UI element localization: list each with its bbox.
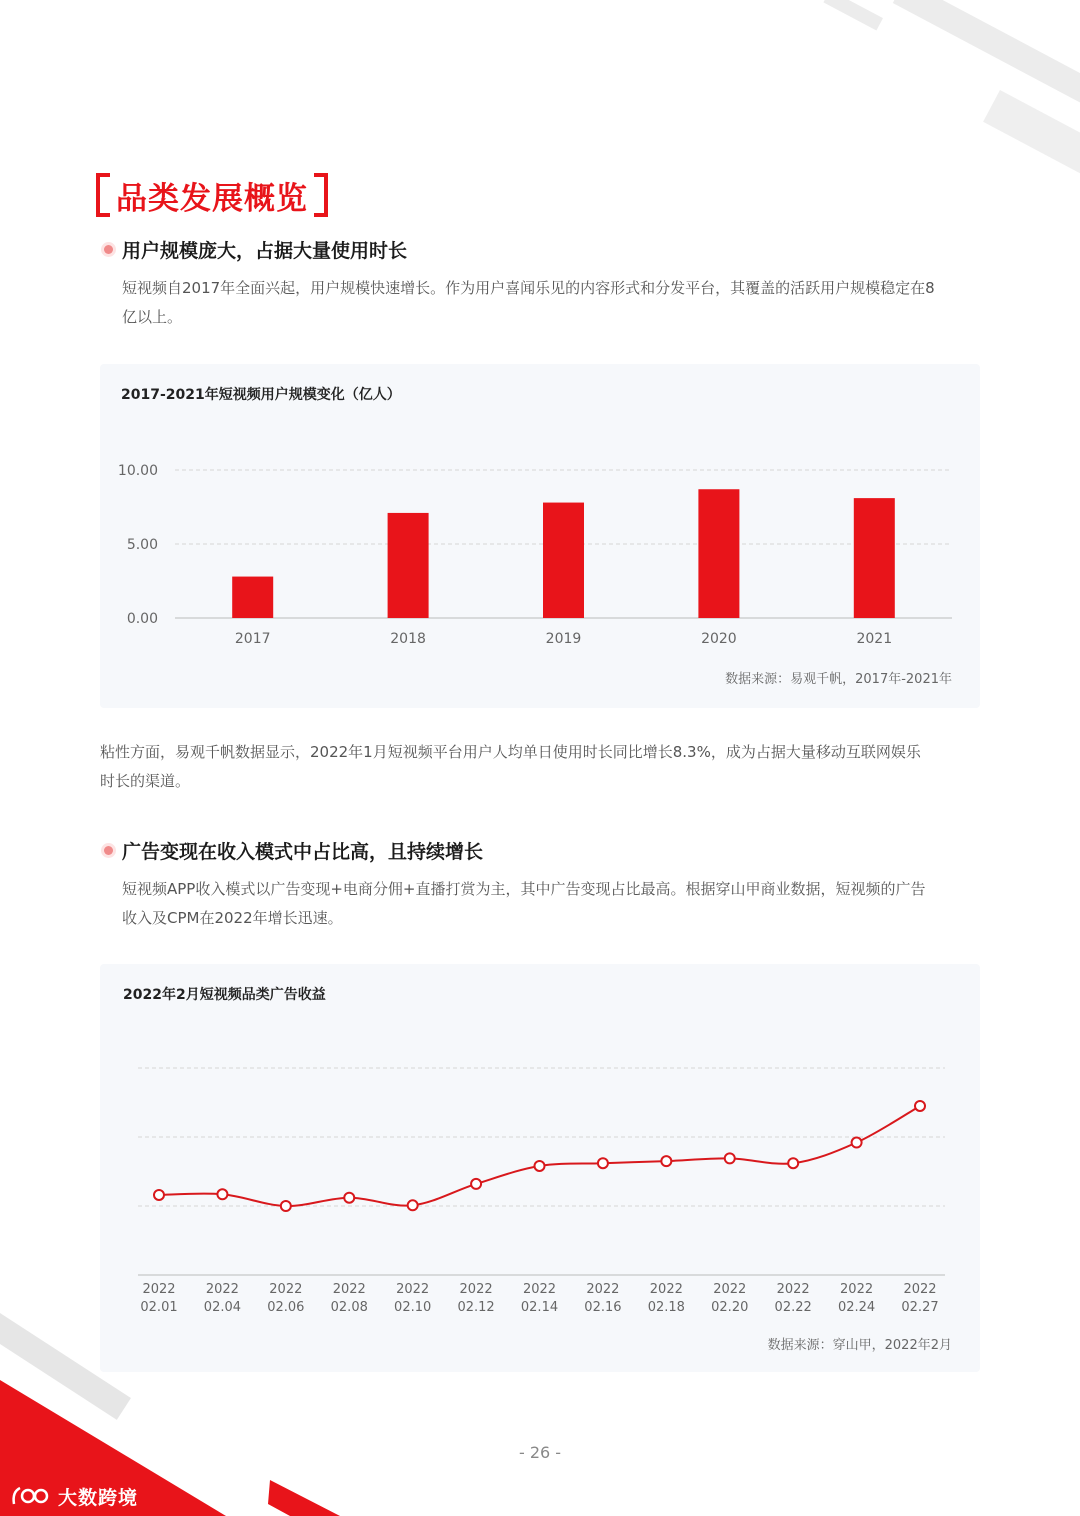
bar <box>388 513 429 618</box>
section-title <box>96 170 328 220</box>
x-tick-label-date: 02.27 <box>901 1300 939 1315</box>
x-tick-label-year: 2022 <box>205 1282 239 1297</box>
x-tick-label: 2019 <box>545 631 582 647</box>
x-tick-label-date: 02.04 <box>203 1300 242 1315</box>
page-number: - 26 - <box>518 1443 562 1462</box>
chart2-source: 数据来源：穿山甲，2022年2月 <box>767 1338 952 1353</box>
x-tick-label: 2017 <box>234 631 271 647</box>
data-point <box>408 1200 418 1210</box>
x-tick-label-year: 2022 <box>649 1282 683 1297</box>
heading-text: 广告变现在收入模式中占比高，且持续增长 <box>122 841 484 863</box>
chart2-title: 2022年2月短视频品类广告收益 <box>123 987 326 1003</box>
brand-logo-icon <box>8 1482 52 1510</box>
heading-ad-revenue <box>104 837 483 864</box>
x-tick-label-date: 02.06 <box>267 1300 305 1315</box>
data-point <box>788 1158 798 1168</box>
x-tick-label-date: 02.12 <box>457 1300 495 1315</box>
x-tick-label-year: 2022 <box>522 1282 557 1297</box>
brand-logo <box>8 1482 138 1510</box>
x-tick-label-year: 2022 <box>142 1282 176 1297</box>
paragraph-stickiness: 粘性方面，易观千帆数据显示，2022年1月短视频平台用户人均单日使用时长同比增长8.3%，成为占据大量移动互联网娱乐 时长的渠道。 <box>100 743 921 790</box>
data-point <box>344 1193 354 1203</box>
x-tick-label-year: 2022 <box>776 1282 810 1297</box>
x-tick-label-date: 02.01 <box>140 1300 178 1315</box>
data-point <box>154 1190 164 1200</box>
chart1-source: 数据来源：易观千帆，2017年-2021年 <box>725 672 952 687</box>
bar <box>232 577 273 618</box>
y-tick-label: 10.00 <box>117 463 158 479</box>
data-point <box>217 1189 227 1199</box>
x-tick-label-year: 2022 <box>903 1282 937 1297</box>
chart-card-ad-revenue <box>100 964 980 1372</box>
x-tick-label-year: 2022 <box>332 1282 366 1297</box>
series-line <box>159 1106 920 1206</box>
y-tick-label: 0.00 <box>126 611 158 627</box>
x-tick-label: 2021 <box>856 631 893 647</box>
data-point <box>281 1201 291 1211</box>
bullet-dot-icon <box>104 846 113 855</box>
x-tick-label-date: 02.24 <box>837 1300 876 1315</box>
paragraph-ad-revenue: 短视频APP收入模式以广告变现+电商分佣+直播打赏为主，其中广告变现占比最高。根据穿山甲商业数据，短视频的广告 收入及CPM在2022年增长迅速。 <box>122 880 926 927</box>
x-tick-label-year: 2022 <box>459 1282 493 1297</box>
x-tick-label-year: 2022 <box>269 1282 303 1297</box>
data-point <box>915 1101 925 1111</box>
bullet-dot-icon <box>104 245 113 254</box>
x-tick-label-date: 02.16 <box>584 1300 622 1315</box>
bar-chart-user-scale <box>100 364 980 708</box>
bar <box>854 498 895 618</box>
x-tick-label-date: 02.10 <box>394 1300 432 1315</box>
data-point <box>598 1158 608 1168</box>
bar <box>543 503 584 618</box>
x-tick-label-year: 2022 <box>713 1282 747 1297</box>
x-tick-label: 2020 <box>701 631 737 647</box>
data-point <box>725 1153 735 1163</box>
heading-text: 用户规模庞大，占据大量使用时长 <box>122 240 408 262</box>
x-tick-label-date: 02.14 <box>520 1300 559 1315</box>
x-tick-label-date: 02.18 <box>647 1300 685 1315</box>
x-tick-label: 2018 <box>390 631 426 647</box>
line-chart-ad-revenue <box>100 964 980 1372</box>
chart1-title: 2017-2021年短视频用户规模变化（亿人） <box>121 387 401 403</box>
x-tick-label-date: 02.22 <box>774 1300 812 1315</box>
x-tick-label-year: 2022 <box>840 1282 874 1297</box>
x-tick-label-date: 02.08 <box>330 1300 368 1315</box>
data-point <box>661 1156 671 1166</box>
data-point <box>852 1138 862 1148</box>
x-tick-label-year: 2022 <box>396 1282 430 1297</box>
section-title-text: 品类发展概览 <box>116 180 308 217</box>
brand-name: 大数跨境 <box>58 1486 139 1509</box>
y-tick-label: 5.00 <box>126 537 158 553</box>
heading-user-scale <box>104 236 407 263</box>
data-point <box>535 1161 545 1171</box>
paragraph-user-scale: 短视频自2017年全面兴起，用户规模快速增长。作为用户喜闻乐见的内容形式和分发平台，其覆盖的活跃用户规模稳定在8 亿以上。 <box>122 279 935 326</box>
x-tick-label-year: 2022 <box>586 1282 620 1297</box>
data-point <box>471 1179 481 1189</box>
bar <box>698 489 739 618</box>
chart-card-user-scale <box>100 364 980 708</box>
x-tick-label-date: 02.20 <box>711 1300 749 1315</box>
